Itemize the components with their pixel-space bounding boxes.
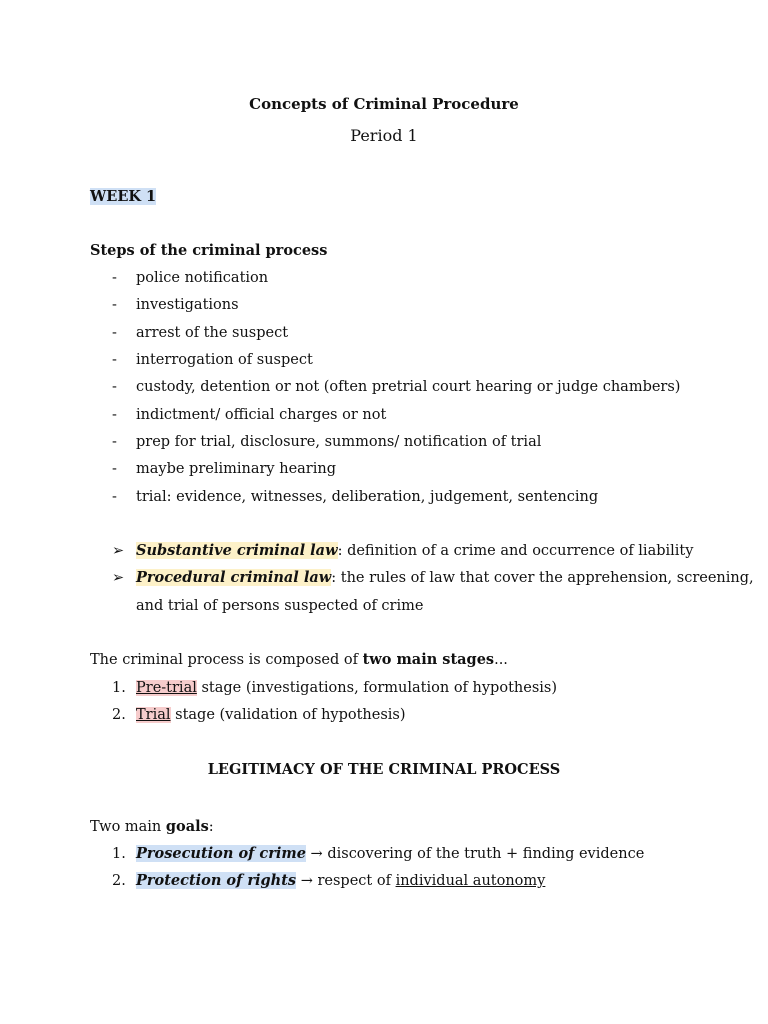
definition-term: Substantive criminal law (136, 542, 338, 559)
goals-text: Two main (90, 819, 166, 835)
steps-heading: Steps of the criminal process (90, 242, 328, 259)
right-arrow-icon: → (305, 846, 328, 862)
goal-text: discovering of the truth + finding evidence (327, 846, 645, 862)
list-number: 1. (112, 846, 126, 862)
document-subtitle: Period 1 (350, 126, 418, 145)
dash-marker: - (112, 379, 117, 395)
list-item: arrest of the suspect (136, 325, 289, 341)
dash-marker: - (112, 352, 117, 368)
list-item: prep for trial, disclosure, summons/ notification of trial (136, 434, 542, 450)
dash-marker: - (112, 270, 117, 286)
goals-colon: : (208, 819, 214, 835)
definition-continuation: and trial of persons suspected of crime (136, 598, 424, 614)
definition-text: : the rules of law that cover the apprehension, screening, (331, 570, 754, 586)
definition-substantive (136, 541, 693, 561)
stage-term: Pre-trial (136, 680, 197, 696)
week-heading (90, 187, 156, 207)
list-item: investigations (136, 297, 239, 313)
stage-item (136, 678, 557, 698)
stages-intro (90, 650, 508, 670)
goal-item (136, 871, 545, 891)
list-number: 2. (112, 873, 126, 889)
definition-procedural (136, 568, 754, 588)
stage-term: Trial (136, 707, 171, 723)
list-item: custody, detention or not (often pretrial court hearing or judge chambers) (136, 379, 681, 395)
list-item: interrogation of suspect (136, 352, 313, 368)
stage-text: stage (investigations, formulation of hypothesis) (196, 680, 557, 696)
arrowhead-bullet-icon: ➢ (112, 570, 125, 586)
intro-ellipsis: ... (494, 652, 508, 668)
goal-term: Protection of rights (136, 872, 297, 889)
stage-text: stage (validation of hypothesis) (170, 707, 406, 723)
definition-term: Procedural criminal law (136, 569, 332, 586)
intro-text: The criminal process is composed of (90, 652, 363, 668)
goal-text: respect of (317, 873, 396, 889)
goal-term: Prosecution of crime (136, 845, 306, 862)
dash-marker: - (112, 407, 117, 423)
goal-item (136, 844, 644, 864)
legitimacy-heading: LEGITIMACY OF THE CRIMINAL PROCESS (207, 761, 561, 778)
goals-bold: goals (165, 818, 209, 835)
dash-marker: - (112, 461, 117, 477)
stage-item (136, 705, 406, 725)
list-item: police notification (136, 270, 269, 286)
dash-marker: - (112, 489, 117, 505)
dash-marker: - (112, 434, 117, 450)
list-item: trial: evidence, witnesses, deliberation, judgement, sentencing (136, 489, 599, 505)
intro-bold: two main stages (362, 651, 495, 668)
document-title: Concepts of Criminal Procedure (249, 95, 519, 113)
list-item: indictment/ official charges or not (136, 407, 387, 423)
goals-intro (90, 817, 214, 837)
list-item: maybe preliminary hearing (136, 461, 336, 477)
definition-text: : definition of a crime and occurrence of liability (337, 543, 694, 559)
goal-underlined-text: individual autonomy (395, 873, 546, 889)
arrowhead-bullet-icon: ➢ (112, 543, 125, 559)
right-arrow-icon: → (296, 873, 318, 889)
list-number: 1. (112, 680, 126, 696)
week-label: WEEK 1 (90, 188, 157, 205)
dash-marker: - (112, 325, 117, 341)
dash-marker: - (112, 297, 117, 313)
list-number: 2. (112, 707, 126, 723)
